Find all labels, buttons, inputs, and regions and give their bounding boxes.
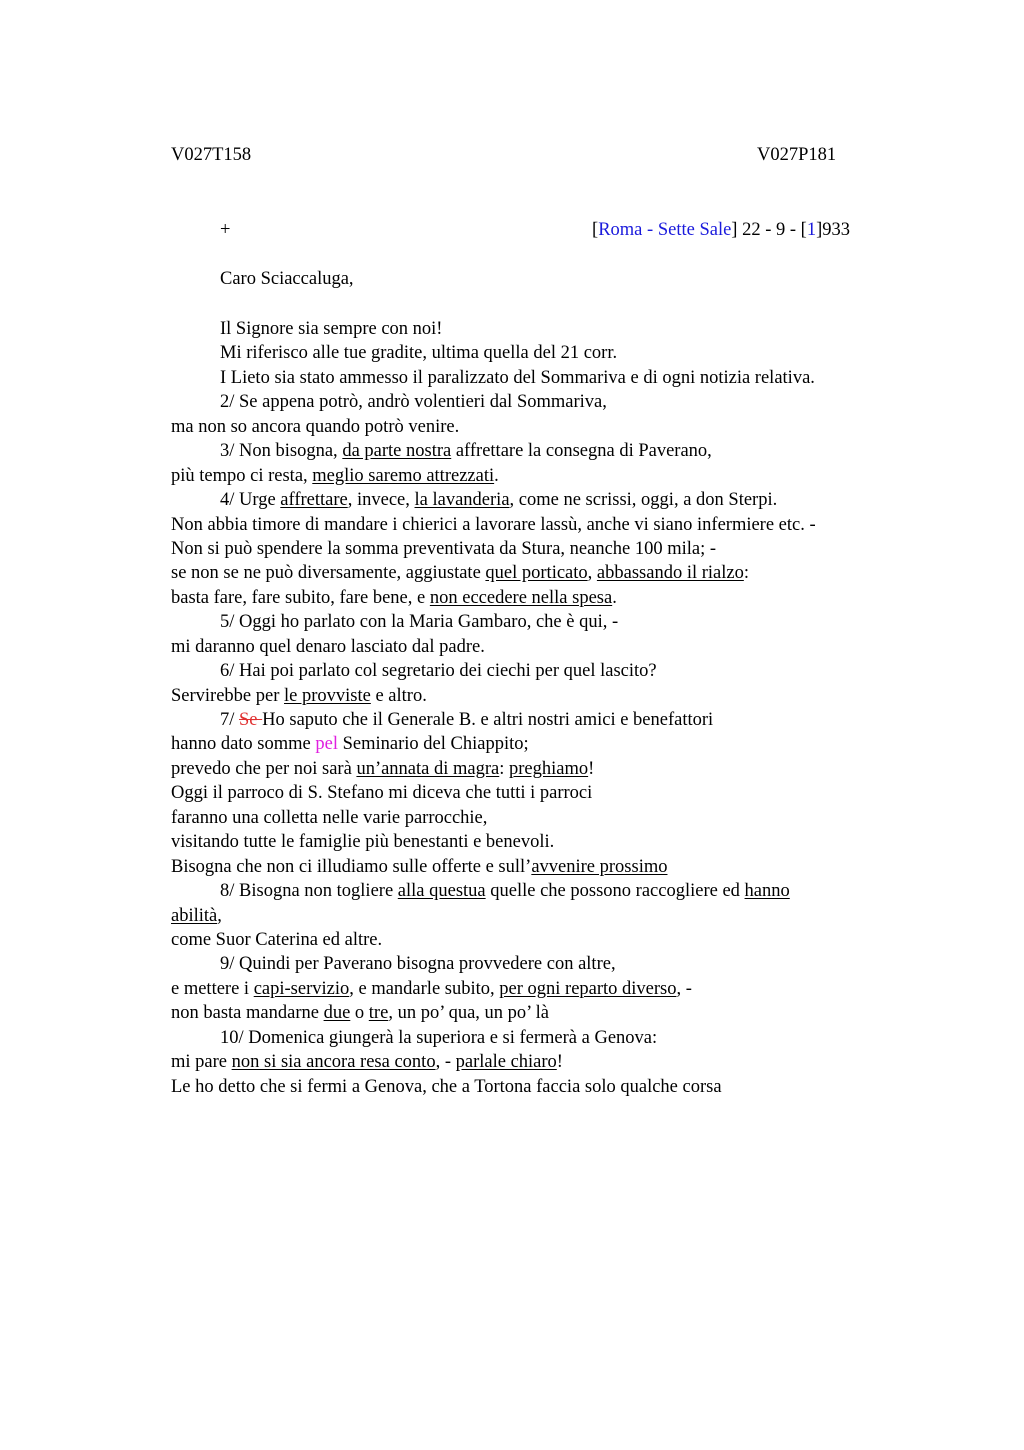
text-fragment: , come ne scrissi, oggi, a don Sterpi.: [509, 490, 778, 511]
letter-line: 10/ Domenica giungerà la superiora e si fermerà a Genova:: [220, 1027, 658, 1048]
text-fragment: affrettare la consegna di Paverano,: [451, 441, 712, 462]
letter-line: [171, 586, 911, 610]
text-fragment: quelle che possono raccogliere ed: [485, 881, 745, 902]
text-fragment: :: [499, 758, 509, 779]
letter-line: faranno una colletta nelle varie parrocchie,: [171, 807, 488, 828]
letter-line: [171, 464, 911, 488]
place-separator: -: [642, 220, 658, 240]
underlined-text: parlale chiaro: [455, 1052, 557, 1073]
text-fragment: non basta mandarne: [171, 1003, 324, 1024]
text-fragment: Ho saputo che il Generale B. e altri nostri amici e benefattori: [262, 710, 714, 730]
header-right-code: V027P181: [757, 145, 837, 165]
text-fragment: Bisogna che non ci illudiamo sulle offerte e sull’: [171, 856, 532, 877]
year-rest: ]933: [816, 220, 850, 240]
underlined-text: abilità: [171, 905, 218, 926]
year-digit: 1: [806, 220, 817, 240]
letter-line: [171, 1001, 911, 1025]
text-fragment: basta fare, fare subito, fare bene, e: [171, 587, 430, 608]
text-fragment: ,: [587, 563, 597, 584]
text-fragment: , -: [435, 1052, 456, 1073]
letter-line: 9/ Quindi per Paverano bisogna provvedere con altre,: [220, 954, 616, 975]
text-fragment: e altro.: [370, 685, 427, 706]
letter-line: Il Signore sia sempre con noi!: [220, 319, 443, 339]
letter-line: Oggi il parroco di S. Stefano mi diceva che tutti i parroci: [171, 783, 593, 804]
text-fragment: ,: [217, 905, 222, 926]
letter-line: [171, 855, 911, 879]
dateline: [220, 220, 850, 246]
letter-line: Mi riferisco alle tue gradite, ultima quella del 21 corr.: [220, 343, 618, 364]
letter-line: I Lieto sia stato ammesso il paralizzato del Sommariva e di ogni notizia relativa.: [220, 367, 815, 388]
underlined-text: meglio saremo attrezzati: [312, 465, 495, 486]
underlined-text: la lavanderia: [414, 490, 510, 511]
text-fragment: , e mandarle subito,: [349, 978, 500, 999]
underlined-text: preghiamo: [509, 758, 589, 779]
underlined-text: per ogni reparto diverso: [499, 978, 677, 999]
place-sette-sale: Sette Sale: [657, 220, 732, 240]
letter-body: [171, 317, 911, 1099]
salutation: Caro Sciaccaluga,: [220, 269, 354, 289]
underlined-text: due: [323, 1003, 351, 1024]
letter-line: mi daranno quel denaro lasciato dal padre.: [171, 636, 485, 657]
letter-line: come Suor Caterina ed altre.: [171, 929, 383, 950]
text-fragment: :: [743, 563, 749, 584]
text-fragment: hanno dato somme: [171, 734, 316, 755]
letter-line: [171, 561, 911, 585]
letter-line: 5/ Oggi ho parlato con la Maria Gambaro, che è qui, -: [220, 612, 619, 633]
letter-line: [171, 904, 911, 928]
text-fragment: Servirebbe per: [171, 685, 285, 706]
underlined-text: abbassando il rialzo: [596, 563, 744, 584]
text-fragment: 4/ Urge: [220, 490, 281, 511]
underlined-text: tre: [368, 1003, 389, 1024]
text-fragment: più tempo ci resta,: [171, 465, 313, 486]
underlined-text: capi-servizio: [253, 978, 350, 999]
text-fragment: 3/ Non bisogna,: [220, 441, 343, 462]
place-and-date: [592, 220, 850, 241]
letter-line: 2/ Se appena potrò, andrò volentieri dal Sommariva,: [220, 392, 607, 413]
text-fragment: Seminario del Chiappito;: [338, 734, 529, 755]
underlined-text: non si sia ancora resa conto: [231, 1052, 436, 1073]
header-left-code: V027T158: [171, 145, 252, 165]
underlined-text: un’annata di magra: [356, 758, 500, 779]
text-fragment: e mettere i: [171, 978, 254, 999]
text-fragment: , invece,: [347, 490, 415, 511]
letter-line: ma non so ancora quando potrò venire.: [171, 416, 460, 437]
text-fragment: se non se ne può diversamente, aggiustate: [171, 563, 486, 584]
text-fragment: , -: [676, 978, 692, 999]
letter-line: Le ho detto che si fermi a Genova, che a Tortona faccia solo qualche corsa: [171, 1076, 722, 1097]
text-fragment: 8/ Bisogna non togliere: [220, 881, 398, 902]
text-fragment: !: [556, 1052, 563, 1073]
underlined-text: le provviste: [284, 685, 371, 706]
text-fragment: o: [350, 1003, 369, 1024]
text-fragment: !: [588, 758, 595, 779]
letter-line: Non abbia timore di mandare i chierici a lavorare lassù, anche vi siano infermiere etc. -: [171, 514, 816, 535]
underlined-text: alla questua: [397, 881, 486, 902]
underlined-text: non eccedere nella spesa: [429, 587, 613, 608]
underlined-text: hanno: [744, 881, 790, 902]
letter-line: 6/ Hai poi parlato col segretario dei ciechi per quel lascito?: [220, 661, 657, 682]
place-roma: Roma: [598, 220, 643, 240]
letter-line: [171, 757, 911, 781]
text-fragment: mi pare: [171, 1052, 232, 1073]
inserted-word: pel: [315, 734, 338, 755]
cross-mark: +: [220, 220, 231, 240]
text-fragment: prevedo che per noi sarà: [171, 758, 357, 779]
letter-line: [171, 488, 911, 512]
bracket: [: [592, 220, 599, 240]
text-fragment: 7/: [220, 710, 240, 730]
date-text: ] 22 - 9 - [: [731, 220, 807, 240]
letter-line: Non si può spendere la somma preventivata da Stura, neanche 100 mila; -: [171, 538, 717, 559]
letter-line: [171, 439, 911, 463]
letter-line: [171, 977, 911, 1001]
underlined-text: avvenire prossimo: [531, 856, 668, 877]
underlined-text: quel porticato: [485, 563, 588, 584]
text-fragment: .: [612, 587, 617, 608]
letter-line: [171, 732, 911, 756]
deleted-text: Se: [239, 710, 263, 730]
letter-line: visitando tutte le famiglie più benestanti e benevoli.: [171, 832, 555, 853]
letter-line: [171, 684, 911, 708]
text-fragment: .: [494, 465, 499, 486]
letter-line: [171, 708, 911, 732]
underlined-text: affrettare: [280, 490, 348, 511]
underlined-text: da parte nostra: [342, 441, 452, 462]
letter-line: [171, 1050, 911, 1074]
text-fragment: , un po’ qua, un po’ là: [388, 1003, 549, 1024]
letter-line: [171, 879, 911, 903]
